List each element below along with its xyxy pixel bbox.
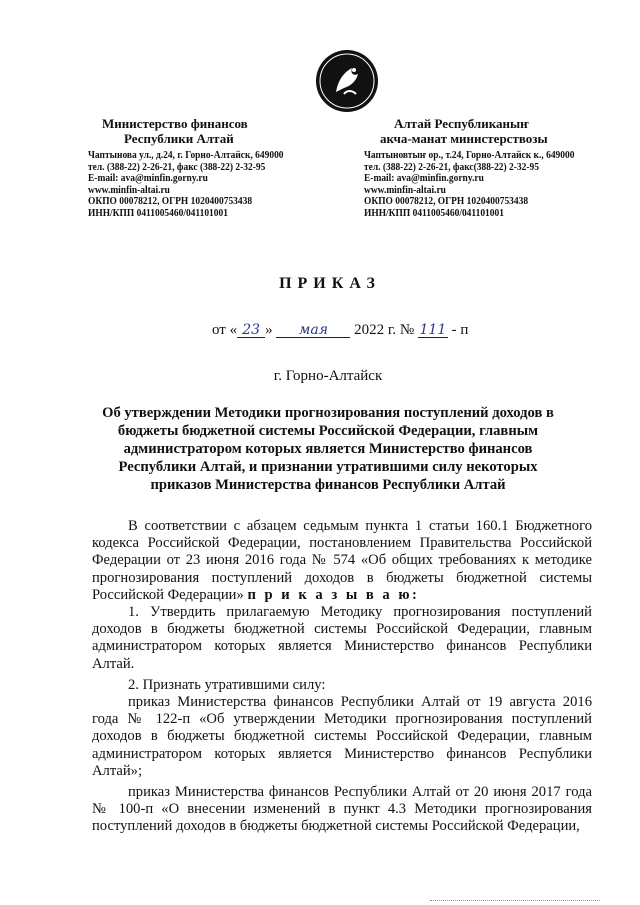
orders-word: п р и к а з ы в а ю: (247, 586, 420, 603)
org-phone: тел. (388-22) 2-26-21, факс (388-22) 2-32-95 (88, 161, 266, 173)
date-year: 2022 г. № (354, 322, 415, 338)
document-number: 111 (419, 322, 447, 338)
number-suffix: - п (451, 322, 469, 338)
date-mid: » (265, 322, 273, 338)
org-address-alt: Чаптыновтыҥ ор., т.24, Горно-Алтайск к., 649000 (364, 150, 575, 161)
document-city: г. Горно-Алтайск (273, 368, 383, 384)
item-2a: приказ Министерства финансов Республики Алтай от 19 августа 2016 года № 122-п «Об утверждении Методики прогнозирования поступлений доходов в бюджеты бюджетной системы Российской Федерации, главным администратором которых является Министерство финансов Республики Алтай»; (92, 694, 592, 779)
org-email: E-mail: ava@minfin.gorny.ru (88, 173, 208, 184)
org-okpo: ОКПО 00078212, ОГРН 1020400753438 (88, 196, 253, 207)
preamble-text: В соответствии с абзацем седьмым пункта 1 статьи 160.1 Бюджетного кодекса Российской Федерации, постановлением Правительства Российской Федерации от 23 июня 2016 года № 574 «Об общих требованиях к методике прогнозирования поступлений доходов в бюджеты бюджетной системы Российской Федерации» (92, 518, 592, 603)
date-month: мая (276, 323, 350, 338)
org-okpo-alt: ОКПО 00078212, ОГРН 1020400753438 (364, 196, 529, 207)
document-body (92, 518, 592, 836)
item-2: 2. Признать утратившими силу: (128, 676, 326, 693)
org-phone-alt: тел. (388-22) 2-26-21, факс(388-22) 2-32-95 (364, 161, 539, 173)
org-name-alt-line1: Алтай Республиканыҥ (394, 116, 529, 131)
letterhead-right (364, 116, 598, 219)
letterhead-left (88, 116, 305, 219)
altai-emblem-icon (314, 48, 380, 114)
item-1: 1. Утвердить прилагаемую Методику прогнозирования поступлений доходов в бюджеты бюджетной системы Российской Федерации, главным администратором которых является Министерство финансов Республики Алтай. (92, 604, 592, 672)
document-dateline (212, 322, 468, 339)
org-name-ru-line2: Республики Алтай (124, 131, 234, 146)
date-prefix: от « (212, 322, 238, 338)
item-2b: приказ Министерства финансов Республики Алтай от 20 июня 2017 года № 100-п «О внесении изменений в пункт 4.3 Методики прогнозирования поступлений доходов в бюджеты бюджетной системы Российской Федерации, (92, 784, 592, 835)
org-address: Чаптынова ул., д.24, г. Горно-Алтайск, 649000 (88, 150, 284, 161)
document-title: ПРИКАЗ (279, 275, 381, 292)
org-inn: ИНН/КПП 0411005460/041101001 (88, 207, 228, 219)
org-name-ru-line1: Министерство финансов (102, 116, 248, 131)
org-name-alt-line2: акча-манат министерствозы (380, 131, 548, 146)
scan-artifact-line (430, 900, 600, 902)
org-email-alt: E-mail: ava@minfin.gorny.ru (364, 173, 484, 184)
date-day: 23 (237, 323, 265, 338)
org-website: www.minfin-altai.ru (88, 184, 170, 196)
preamble-paragraph (92, 518, 592, 604)
document-subject: Об утверждении Методики прогнозирования поступлений доходов в бюджеты бюджетной системы Российской Федерации, главным администратором которых является Министерство финансов Республики Алтай, и признании утратившими силу некоторых приказов Министерства финансов Республики Алтай (102, 405, 554, 493)
org-website-alt: www.minfin-altai.ru (364, 184, 446, 196)
org-inn-alt: ИНН/КПП 0411005460/041101001 (364, 207, 504, 219)
